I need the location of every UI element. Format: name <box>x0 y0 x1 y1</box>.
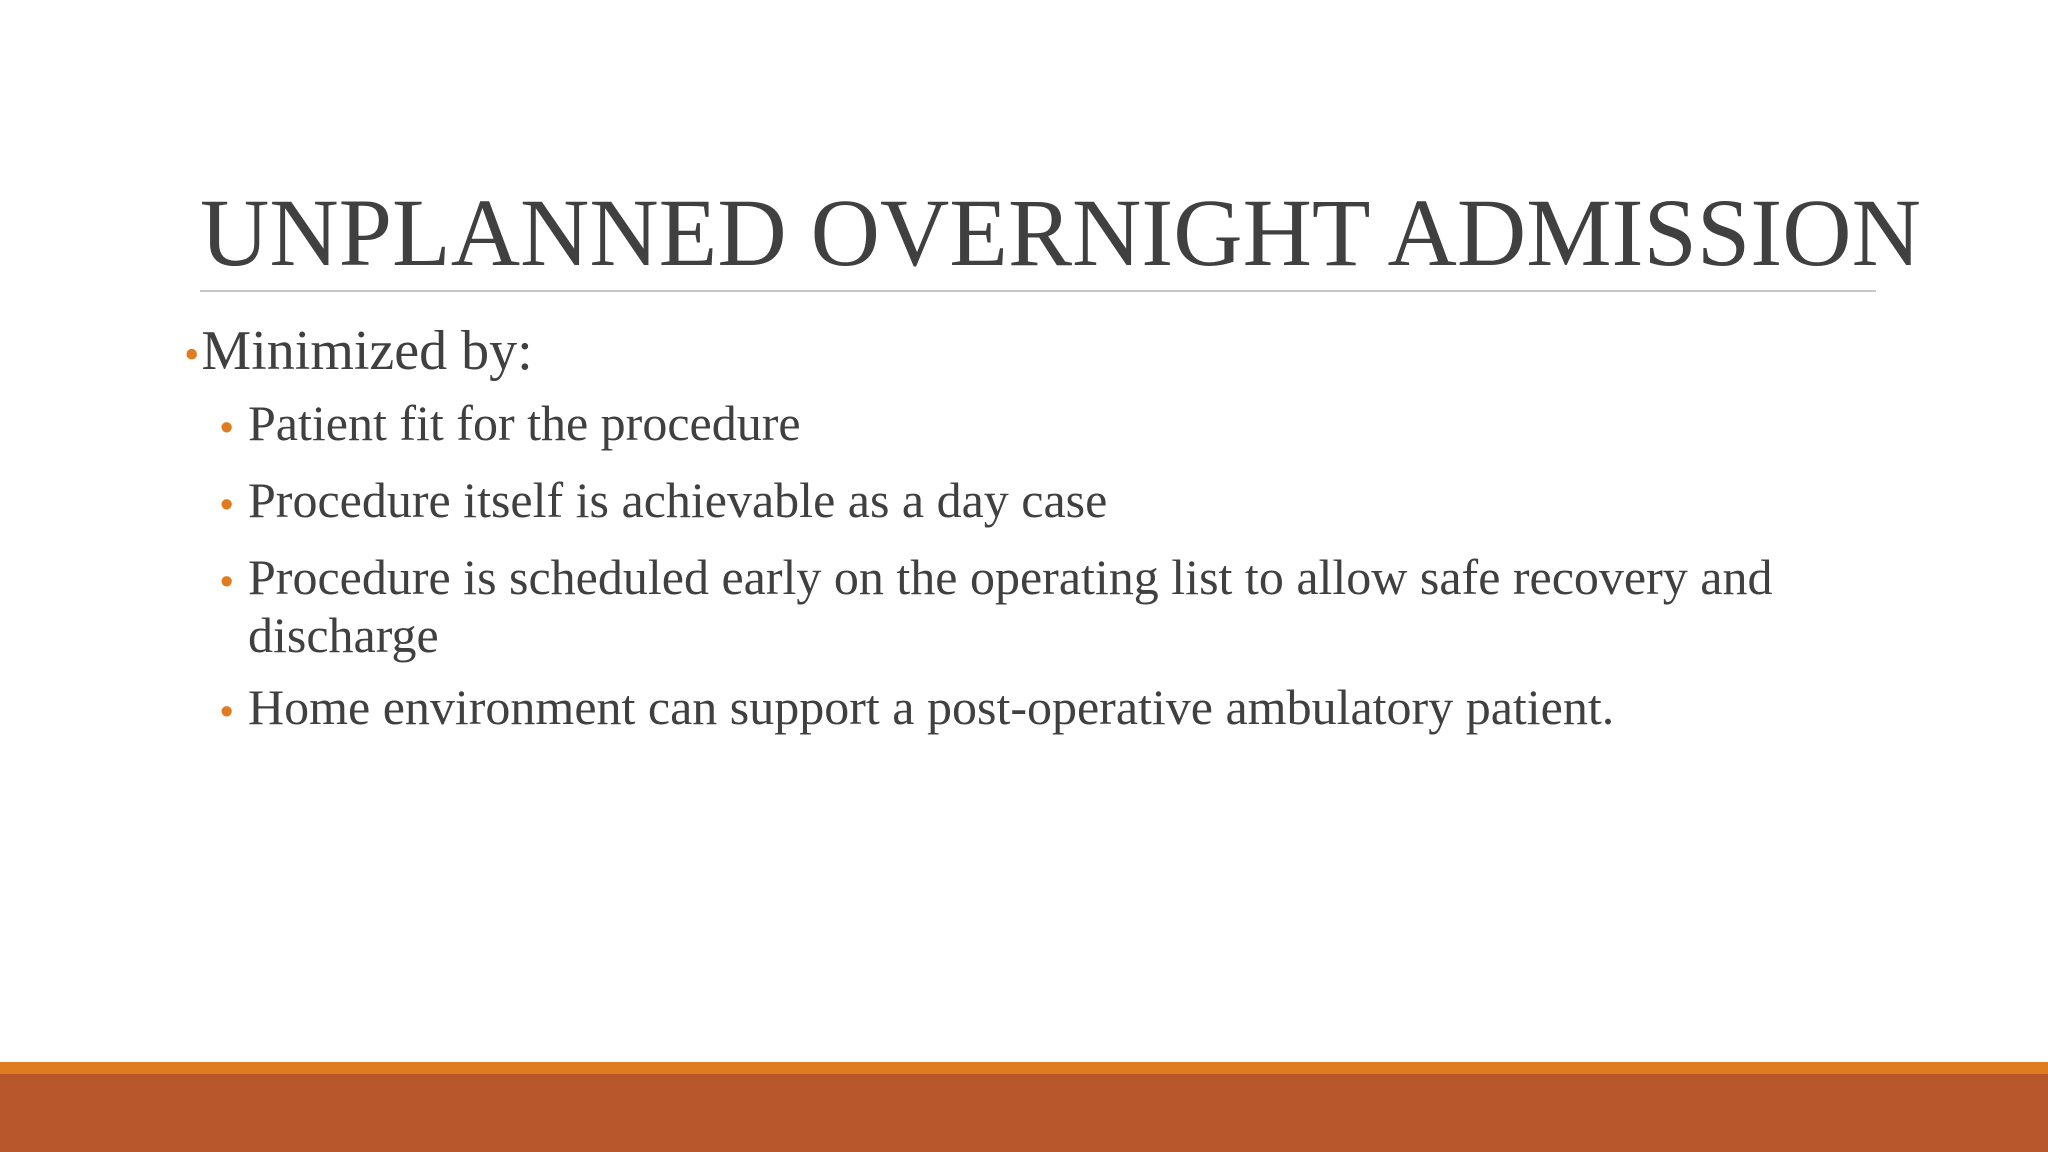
title-divider <box>200 290 1876 292</box>
sub-bullet-text: Home environment can support a post-operative ambulatory patient. <box>248 679 1615 735</box>
sub-bullet-text: Patient fit for the procedure <box>248 395 801 451</box>
main-bullet <box>184 318 1884 388</box>
sub-bullet-item <box>220 394 1884 457</box>
sub-bullet-list <box>184 394 1884 741</box>
bullet-dot-icon: • <box>220 484 234 526</box>
bullet-dot-icon: • <box>220 691 234 733</box>
main-bullet-text: Minimized by: <box>201 320 533 382</box>
slide-content <box>184 318 1884 755</box>
sub-bullet-text: Procedure itself is achievable as a day case <box>248 472 1108 528</box>
sub-bullet-item <box>220 471 1884 534</box>
bullet-dot-icon: • <box>220 407 234 449</box>
sub-bullet-text: Procedure is scheduled early on the operating list to allow safe recovery and discharge <box>248 549 1773 663</box>
sub-bullet-item <box>220 678 1884 741</box>
footer-accent-stripe <box>0 1062 2048 1074</box>
sub-bullet-item <box>220 548 1884 664</box>
bullet-dot-icon: • <box>184 330 200 379</box>
bullet-dot-icon: • <box>220 561 234 603</box>
footer-bar <box>0 1074 2048 1152</box>
slide-title: UNPLANNED OVERNIGHT ADMISSION <box>200 179 1921 286</box>
